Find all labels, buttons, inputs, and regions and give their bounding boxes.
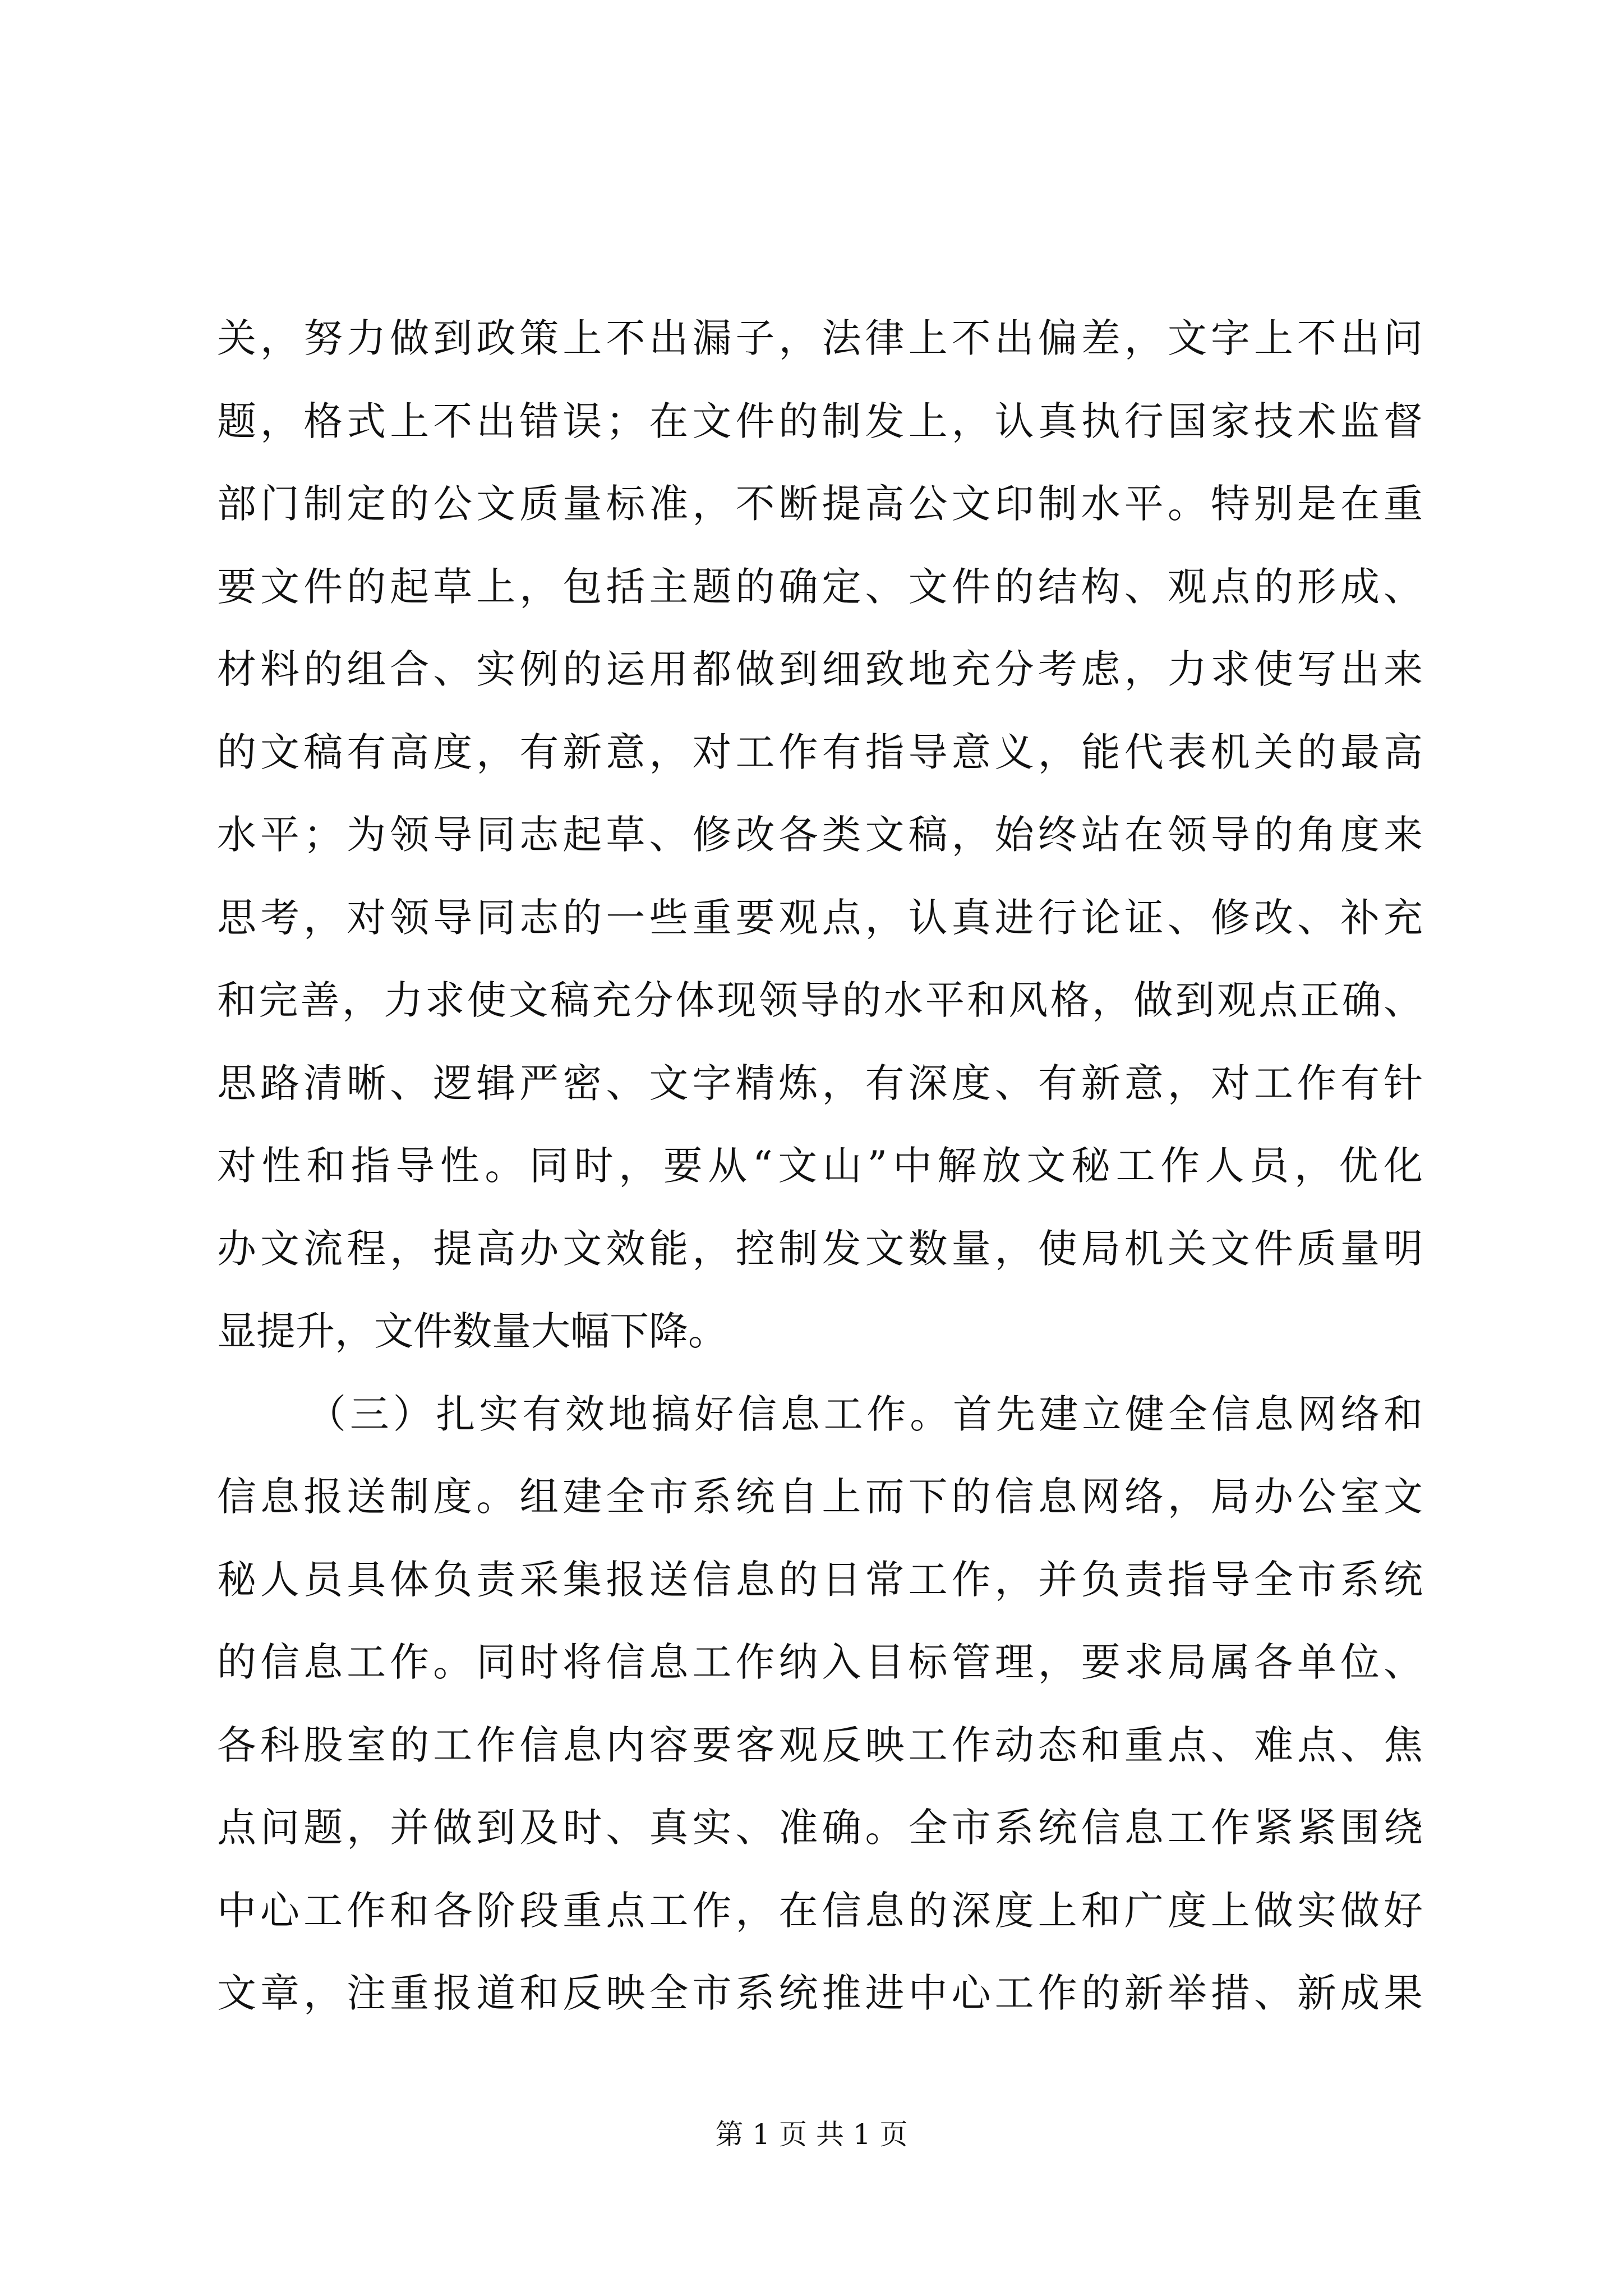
text-line-16: 秘人员具体负责采集报送信息的日常工作，并负责指导全市系统 bbox=[217, 1556, 1423, 1603]
text-line-5: 材料的组合、实例的运用都做到细致地充分考虑，力求使写出来 bbox=[217, 646, 1423, 692]
text-line-21: 文章，注重报道和反映全市系统推进中心工作的新举措、新成果 bbox=[217, 1970, 1423, 2016]
text-line-4: 要文件的起草上，包括主题的确定、文件的结构、观点的形成、 bbox=[217, 563, 1423, 610]
text-line-7: 水平；为领导同志起草、修改各类文稿，始终站在领导的角度来 bbox=[217, 812, 1423, 858]
text-line-6: 的文稿有高度，有新意，对工作有指导意义，能代表机关的最高 bbox=[217, 729, 1423, 775]
text-line-11: 对性和指导性。同时，要从“文山”中解放文秘工作人员，优化 bbox=[217, 1143, 1423, 1189]
section-heading-line: （三）扎实有效地搞好信息工作。首先建立健全信息网络和 bbox=[307, 1391, 1423, 1437]
text-line-10: 思路清晰、逻辑严密、文字精炼，有深度、有新意，对工作有针 bbox=[217, 1060, 1423, 1106]
text-line-3: 部门制定的公文质量标准，不断提高公文印制水平。特别是在重 bbox=[217, 481, 1423, 527]
text-line-9: 和完善，力求使文稿充分体现领导的水平和风格，做到观点正确、 bbox=[217, 977, 1423, 1023]
document-body bbox=[217, 297, 1423, 2035]
text-line-2: 题，格式上不出错误；在文件的制发上，认真执行国家技术监督 bbox=[217, 398, 1423, 444]
text-line-1: 关，努力做到政策上不出漏子，法律上不出偏差，文字上不出问 bbox=[217, 315, 1423, 361]
text-line-12: 办文流程，提高办文效能，控制发文数量，使局机关文件质量明 bbox=[217, 1225, 1423, 1272]
text-line-13: 显提升，文件数量大幅下降。 bbox=[217, 1308, 727, 1354]
page-footer: 第 1 页 共 1 页 bbox=[715, 2118, 908, 2151]
text-line-19: 点问题，并做到及时、真实、准确。全市系统信息工作紧紧围绕 bbox=[217, 1805, 1423, 1851]
text-line-8: 思考，对领导同志的一些重要观点，认真进行论证、修改、补充 bbox=[217, 894, 1423, 941]
text-line-20: 中心工作和各阶段重点工作，在信息的深度上和广度上做实做好 bbox=[217, 1887, 1423, 1934]
text-line-18: 各科股室的工作信息内容要客观反映工作动态和重点、难点、焦 bbox=[217, 1722, 1423, 1768]
text-line-15: 信息报送制度。组建全市系统自上而下的信息网络，局办公室文 bbox=[217, 1474, 1423, 1520]
text-line-17: 的信息工作。同时将信息工作纳入目标管理，要求局属各单位、 bbox=[217, 1639, 1423, 1685]
